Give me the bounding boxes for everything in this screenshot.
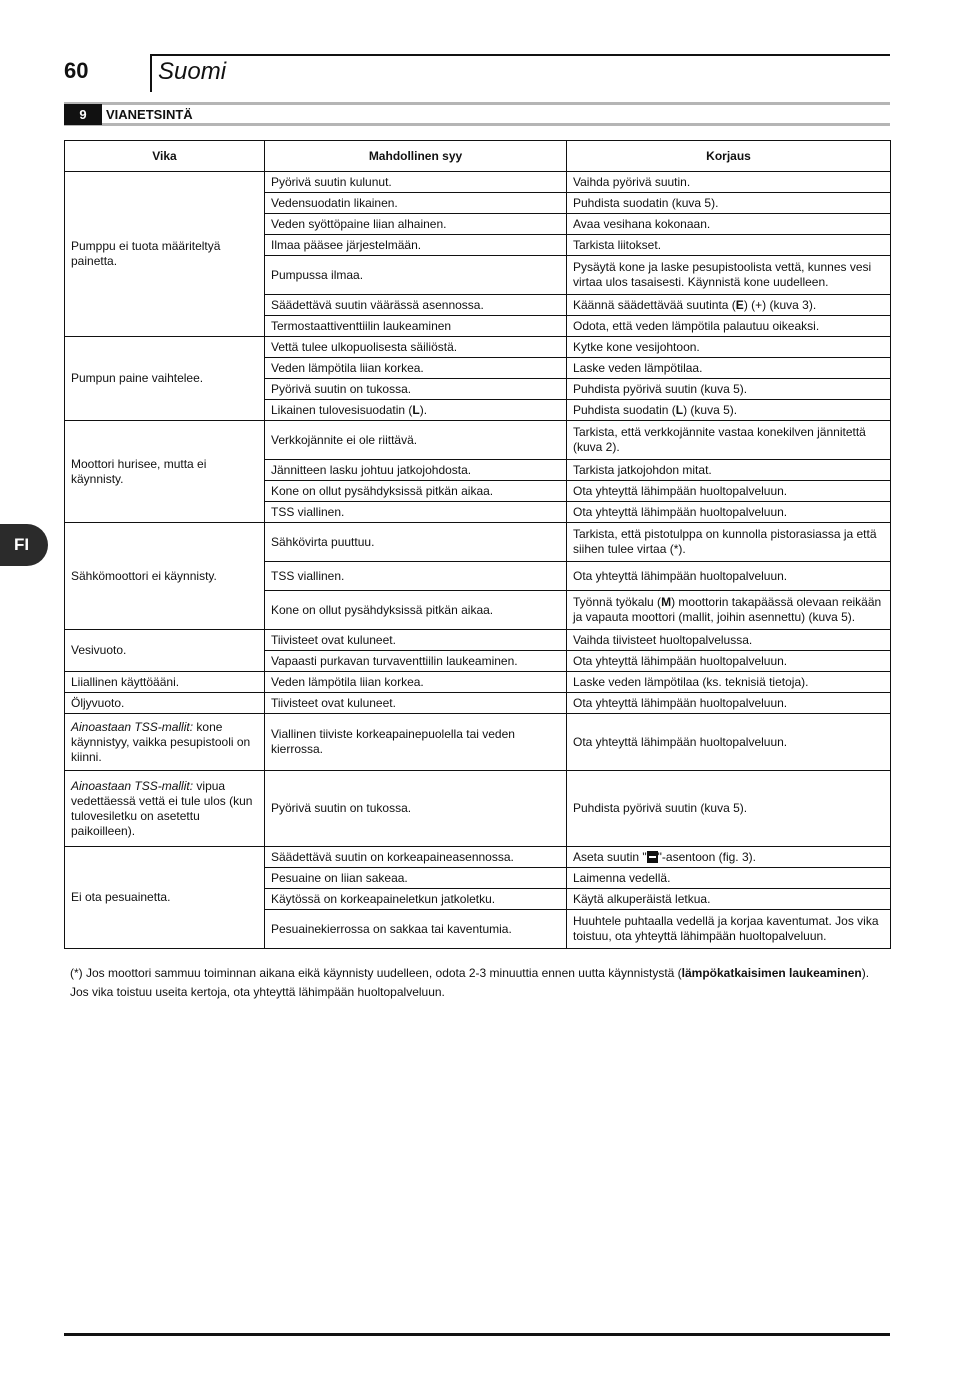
fix-cell — [567, 193, 891, 214]
cause-cell — [265, 235, 567, 256]
fix-text: Avaa vesihana kokonaan. — [573, 216, 711, 231]
minus-symbol-icon — [647, 851, 658, 863]
cause-text: Pyörivä suutin kulunut. — [271, 174, 392, 189]
fix-cell — [567, 235, 891, 256]
table-row — [65, 523, 891, 562]
fix-cell — [567, 502, 891, 523]
table-row — [65, 337, 891, 358]
cause-text: Jännitteen lasku johtuu jatkojohdosta. — [271, 462, 472, 477]
table-row — [65, 630, 891, 651]
fix-text: Ota yhteyttä lähimpään huoltopalveluun. — [573, 483, 788, 498]
fix-cell — [567, 889, 891, 910]
cause-cell — [265, 256, 567, 295]
fault-cell — [65, 337, 265, 421]
fix-text: Puhdista suodatin ( — [573, 402, 676, 417]
fix-cell — [567, 295, 891, 316]
fix-text: Työnnä työkalu ( — [573, 595, 662, 609]
footnote-bold: lämpökatkaisimen laukeaminen — [681, 966, 862, 980]
fix-text: Puhdista pyörivä suutin (kuva 5). — [573, 381, 748, 396]
fault-text: Moottori hurisee, mutta ei käynnisty. — [71, 456, 207, 486]
header-cause: Mahdollinen syy — [265, 141, 567, 172]
cause-text: Vedensuodatin likainen. — [271, 195, 398, 210]
table-body — [65, 172, 891, 949]
cause-cell — [265, 316, 567, 337]
fix-cell — [567, 379, 891, 400]
fix-text: Vaihda pyörivä suutin. — [573, 174, 691, 189]
fault-text: Liiallinen käyttöääni. — [71, 674, 180, 689]
cause-text: Kone on ollut pysähdyksissä pitkän aikaa. — [271, 483, 494, 498]
cause-text: Pyörivä suutin on tukossa. — [271, 801, 412, 815]
fix-bold-ref: E — [735, 297, 744, 312]
fix-cell — [567, 562, 891, 591]
fix-cell — [567, 910, 891, 949]
footnote-line2: Jos vika toistuu useita kertoja, ota yhteyttä lähimpään huoltopalveluun. — [70, 985, 445, 999]
fix-text: Laske veden lämpötilaa (ks. teknisiä tietoja). — [573, 674, 809, 689]
fault-text: kone käynnistyy, vaikka pesupistooli on kiinni. — [71, 719, 251, 764]
fault-text: Öljyvuoto. — [71, 695, 125, 710]
cause-text: Likainen tulovesisuodatin ( — [271, 402, 413, 417]
cause-cell — [265, 358, 567, 379]
cause-text-end: ). — [419, 402, 428, 417]
table-header-row — [65, 141, 891, 172]
cause-cell — [265, 889, 567, 910]
cause-cell — [265, 591, 567, 630]
fix-bold-ref: L — [675, 402, 684, 417]
cause-cell — [265, 193, 567, 214]
fix-text: Tarkista liitokset. — [573, 237, 662, 252]
table-row — [65, 771, 891, 847]
fault-text: Vesivuoto. — [71, 643, 127, 657]
cause-text: Käytössä on korkeapaineletkun jatkoletku. — [271, 891, 496, 906]
cause-cell — [265, 295, 567, 316]
fix-cell — [567, 214, 891, 235]
fault-text: Ei ota pesuainetta. — [71, 890, 171, 904]
fix-text: Puhdista suodatin (kuva 5). — [573, 195, 719, 210]
cause-text: Säädettävä suutin on korkeapaineasennossa. — [271, 849, 514, 864]
footnote-text: (*) Jos moottori sammuu toiminnan aikana eikä käynnisty uudelleen, odota 2-3 minuuttia ennen uutta käynnistystä ( — [70, 966, 682, 980]
bottom-rule — [64, 1333, 890, 1336]
cause-cell — [265, 693, 567, 714]
table-row — [65, 672, 891, 693]
fix-text: Kytke kone vesijohtoon. — [573, 339, 700, 354]
cause-bold-ref: L — [412, 402, 420, 417]
cause-text: Vapaasti purkavan turvaventtiilin laukeaminen. — [271, 653, 518, 668]
fault-cell — [65, 172, 265, 337]
fix-text: Käytä alkuperäistä letkua. — [573, 891, 711, 906]
fix-cell — [567, 460, 891, 481]
header-fix: Korjaus — [567, 141, 891, 172]
cause-cell — [265, 400, 567, 421]
cause-cell — [265, 502, 567, 523]
cause-text: Viallinen tiiviste korkeapainepuolella tai veden kierrossa. — [271, 727, 515, 756]
cause-cell — [265, 172, 567, 193]
fix-cell — [567, 400, 891, 421]
cause-cell — [265, 379, 567, 400]
cause-text: Tiivisteet ovat kuluneet. — [271, 632, 396, 647]
cause-text: Kone on ollut pysähdyksissä pitkän aikaa. — [271, 602, 494, 617]
cause-text: Pumpussa ilmaa. — [271, 267, 364, 282]
fix-text-end: ) (+) (kuva 3). — [743, 297, 817, 312]
fix-text: Odota, että veden lämpötila palautuu oikeaksi. — [573, 318, 820, 333]
fix-text: Puhdista pyörivä suutin (kuva 5). — [573, 801, 748, 815]
footnote-end: ). — [861, 966, 870, 980]
fix-cell — [567, 771, 891, 847]
cause-text: Pesuainekierrossa on sakkaa tai kaventumia. — [271, 921, 512, 936]
cause-text: Veden lämpötila liian korkea. — [271, 674, 424, 689]
fix-text: Tarkista, että verkkojännite vastaa konekilven jännitettä (kuva 2). — [573, 425, 866, 454]
cause-cell — [265, 460, 567, 481]
fault-cell — [65, 630, 265, 672]
section-number: 9 — [64, 104, 102, 125]
fix-bold-ref: M — [661, 595, 672, 609]
fault-cell — [65, 847, 265, 949]
cause-text: Veden syöttöpaine liian alhainen. — [271, 216, 447, 231]
fix-cell — [567, 630, 891, 651]
fix-text: Laske veden lämpötilaa. — [573, 360, 703, 375]
fix-cell — [567, 172, 891, 193]
fix-text: Ota yhteyttä lähimpään huoltopalveluun. — [573, 568, 788, 583]
fix-text: Ota yhteyttä lähimpään huoltopalveluun. — [573, 504, 788, 519]
fix-text: Aseta suutin " — [573, 849, 647, 864]
cause-cell — [265, 421, 567, 460]
table-row — [65, 693, 891, 714]
fault-cell — [65, 771, 265, 847]
troubleshooting-table — [64, 140, 891, 949]
fix-text: Ota yhteyttä lähimpään huoltopalveluun. — [573, 653, 788, 668]
footnote — [70, 964, 890, 1002]
fix-text: Tarkista jatkojohdon mitat. — [573, 462, 712, 477]
cause-text: Pesuaine on liian sakeaa. — [271, 870, 408, 885]
cause-cell — [265, 868, 567, 889]
cause-text: Verkkojännite ei ole riittävä. — [271, 432, 418, 447]
cause-cell — [265, 651, 567, 672]
cause-cell — [265, 562, 567, 591]
cause-text: TSS viallinen. — [271, 568, 345, 583]
fix-cell — [567, 358, 891, 379]
fault-text: vipua vedettäessä vettä ei tule ulos (kun tulovesiletku on asetettu paikoilleen). — [71, 778, 253, 838]
fix-text: Ota yhteyttä lähimpään huoltopalveluun. — [573, 734, 788, 749]
header-fault: Vika — [65, 141, 265, 172]
cause-cell — [265, 523, 567, 562]
fix-text: Huuhtele puhtaalla vedellä ja korjaa kaventumat. Jos vika toistuu, ota yhteyttä lähimpään huoltopalveluun. — [573, 914, 879, 943]
fix-cell — [567, 651, 891, 672]
cause-text: Ilmaa pääsee järjestelmään. — [271, 237, 422, 252]
fix-cell — [567, 481, 891, 502]
fault-model-note: Ainoastaan TSS-mallit: — [71, 719, 194, 734]
fix-text-end: ) (kuva 5). — [683, 402, 738, 417]
fault-cell — [65, 672, 265, 693]
fix-cell — [567, 591, 891, 630]
cause-cell — [265, 630, 567, 651]
table-row — [65, 847, 891, 868]
fix-text-end: "-asentoon (fig. 3). — [657, 849, 756, 864]
cause-cell — [265, 771, 567, 847]
table-row — [65, 714, 891, 771]
section-title: VIANETSINTÄ — [106, 107, 193, 122]
cause-text: Säädettävä suutin väärässä asennossa. — [271, 297, 484, 312]
fix-cell — [567, 523, 891, 562]
fix-cell — [567, 693, 891, 714]
cause-text: Pyörivä suutin on tukossa. — [271, 381, 412, 396]
fault-text: Pumpun paine vaihtelee. — [71, 371, 204, 385]
table-row — [65, 172, 891, 193]
cause-text: Termostaattiventtiilin laukeaminen — [271, 318, 452, 333]
fault-cell — [65, 693, 265, 714]
table-row — [65, 421, 891, 460]
fault-cell — [65, 714, 265, 771]
fix-text: Pysäytä kone ja laske pesupistoolista vettä, kunnes vesi virtaa ulos tasaisesti. Käynnistä kone uudelleen. — [573, 260, 872, 289]
cause-cell — [265, 337, 567, 358]
cause-cell — [265, 910, 567, 949]
cause-cell — [265, 847, 567, 868]
cause-cell — [265, 672, 567, 693]
fix-cell — [567, 672, 891, 693]
fix-cell — [567, 714, 891, 771]
cause-text: Veden lämpötila liian korkea. — [271, 360, 424, 375]
fault-cell — [65, 421, 265, 523]
cause-cell — [265, 714, 567, 771]
fault-model-note: Ainoastaan TSS-mallit: — [71, 778, 194, 793]
page-title: Suomi — [158, 58, 227, 85]
fix-text: Laimenna vedellä. — [573, 870, 671, 885]
fix-cell — [567, 421, 891, 460]
fix-text-end: ) moottorin takapäässä olevaan reikään ja vapauta moottori (mallit, joihin asennettu) (kuva 5). — [573, 595, 882, 624]
fix-text: Ota yhteyttä lähimpään huoltopalveluun. — [573, 695, 788, 710]
fault-text: Pumppu ei tuota määriteltyä painetta. — [71, 239, 221, 268]
header-frame — [150, 54, 890, 92]
fix-cell — [567, 847, 891, 868]
cause-text: Vettä tulee ulkopuolisesta säiliöstä. — [271, 339, 458, 354]
fault-text: Sähkömoottori ei käynnisty. — [71, 568, 217, 583]
fix-text: Vaihda tiivisteet huoltopalvelussa. — [573, 632, 753, 647]
fix-cell — [567, 337, 891, 358]
fix-text: Tarkista, että pistotulppa on kunnolla pistorasiassa ja että siihen tulee virtaa (*). — [573, 527, 877, 556]
cause-text: Sähkövirta puuttuu. — [271, 534, 375, 549]
cause-text: TSS viallinen. — [271, 504, 345, 519]
fix-cell — [567, 316, 891, 337]
fault-cell — [65, 523, 265, 630]
fix-cell — [567, 256, 891, 295]
cause-cell — [265, 214, 567, 235]
cause-text: Tiivisteet ovat kuluneet. — [271, 695, 396, 710]
language-tab: FI — [0, 524, 48, 566]
page-number: 60 — [64, 58, 89, 83]
cause-cell — [265, 481, 567, 502]
fix-text: Käännä säädettävää suutinta ( — [573, 297, 736, 312]
fix-cell — [567, 868, 891, 889]
